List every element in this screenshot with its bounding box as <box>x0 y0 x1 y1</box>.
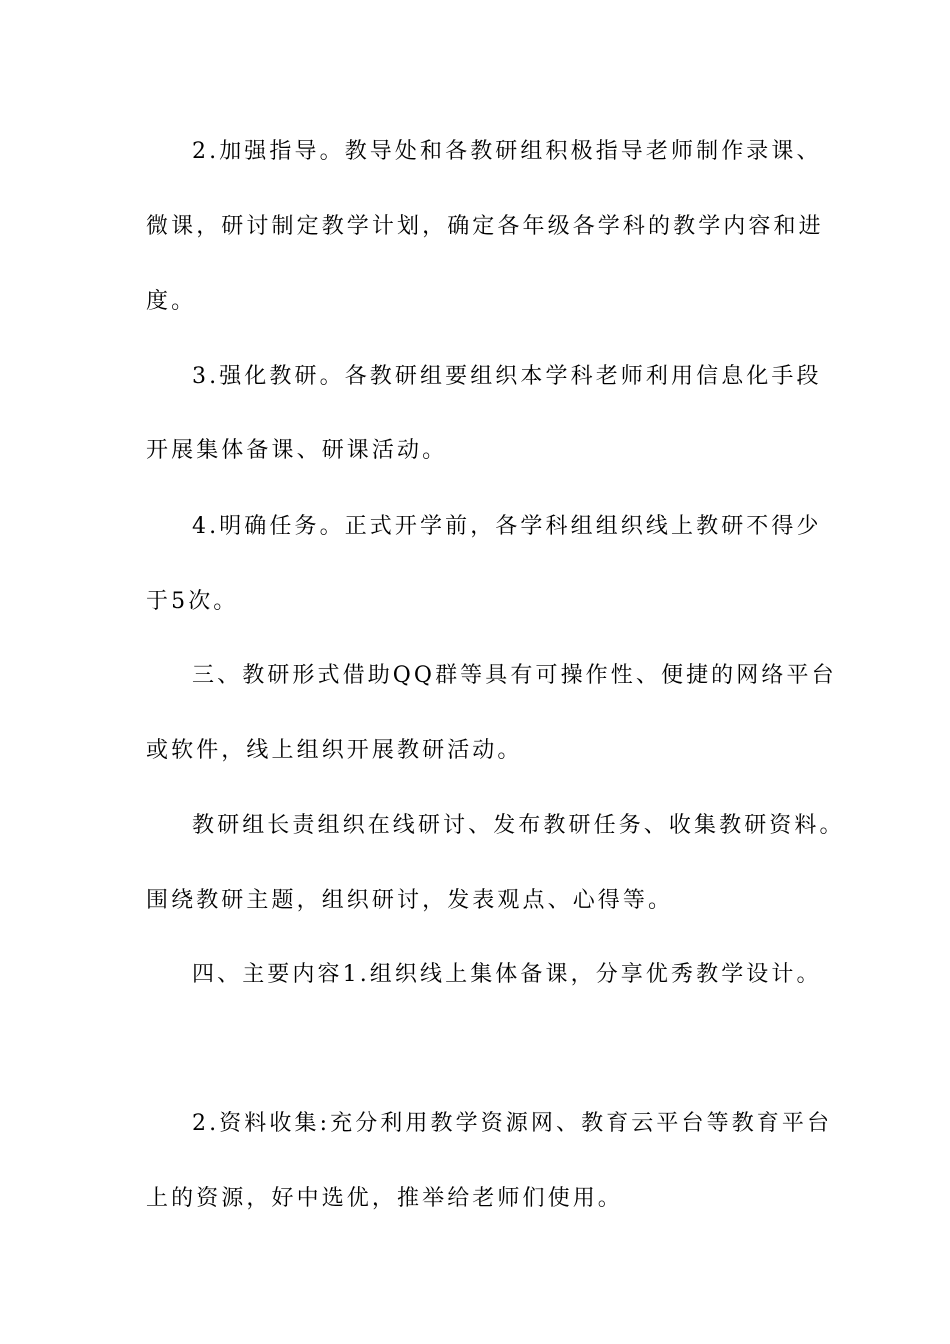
paragraph-line: 教研组长责组织在线研讨、发布教研任务、收集教研资料。 <box>192 813 845 838</box>
paragraph-line: 开展集体备课、研课活动。 <box>146 438 448 463</box>
paragraph-line: 于5次。 <box>146 589 239 614</box>
paragraph-line: 4.明确任务。正式开学前，各学科组组织线上教研不得少 <box>192 514 822 539</box>
paragraph-line: 四、主要内容1.组织线上集体备课，分享优秀教学设计。 <box>192 962 822 987</box>
paragraph-line: 或软件，线上组织开展教研活动。 <box>146 738 523 763</box>
paragraph-line: 围绕教研主题，组织研讨，发表观点、心得等。 <box>146 888 674 913</box>
paragraph-line: 3.强化教研。各教研组要组织本学科老师利用信息化手段 <box>192 364 822 389</box>
paragraph-line: 度。 <box>146 289 197 314</box>
paragraph-line: 微课，研讨制定教学计划，确定各年级各学科的教学内容和进 <box>146 214 824 239</box>
paragraph-line: 2.资料收集:充分利用教学资源网、教育云平台等教育平台 <box>192 1111 833 1136</box>
paragraph-line: 2.加强指导。教导处和各教研组积极指导老师制作录课、 <box>192 139 822 164</box>
paragraph-line: 三、教研形式借助QQ群等具有可操作性、便捷的网络平台 <box>192 663 837 688</box>
paragraph-line: 上的资源，好中选优，推举给老师们使用。 <box>146 1186 623 1211</box>
